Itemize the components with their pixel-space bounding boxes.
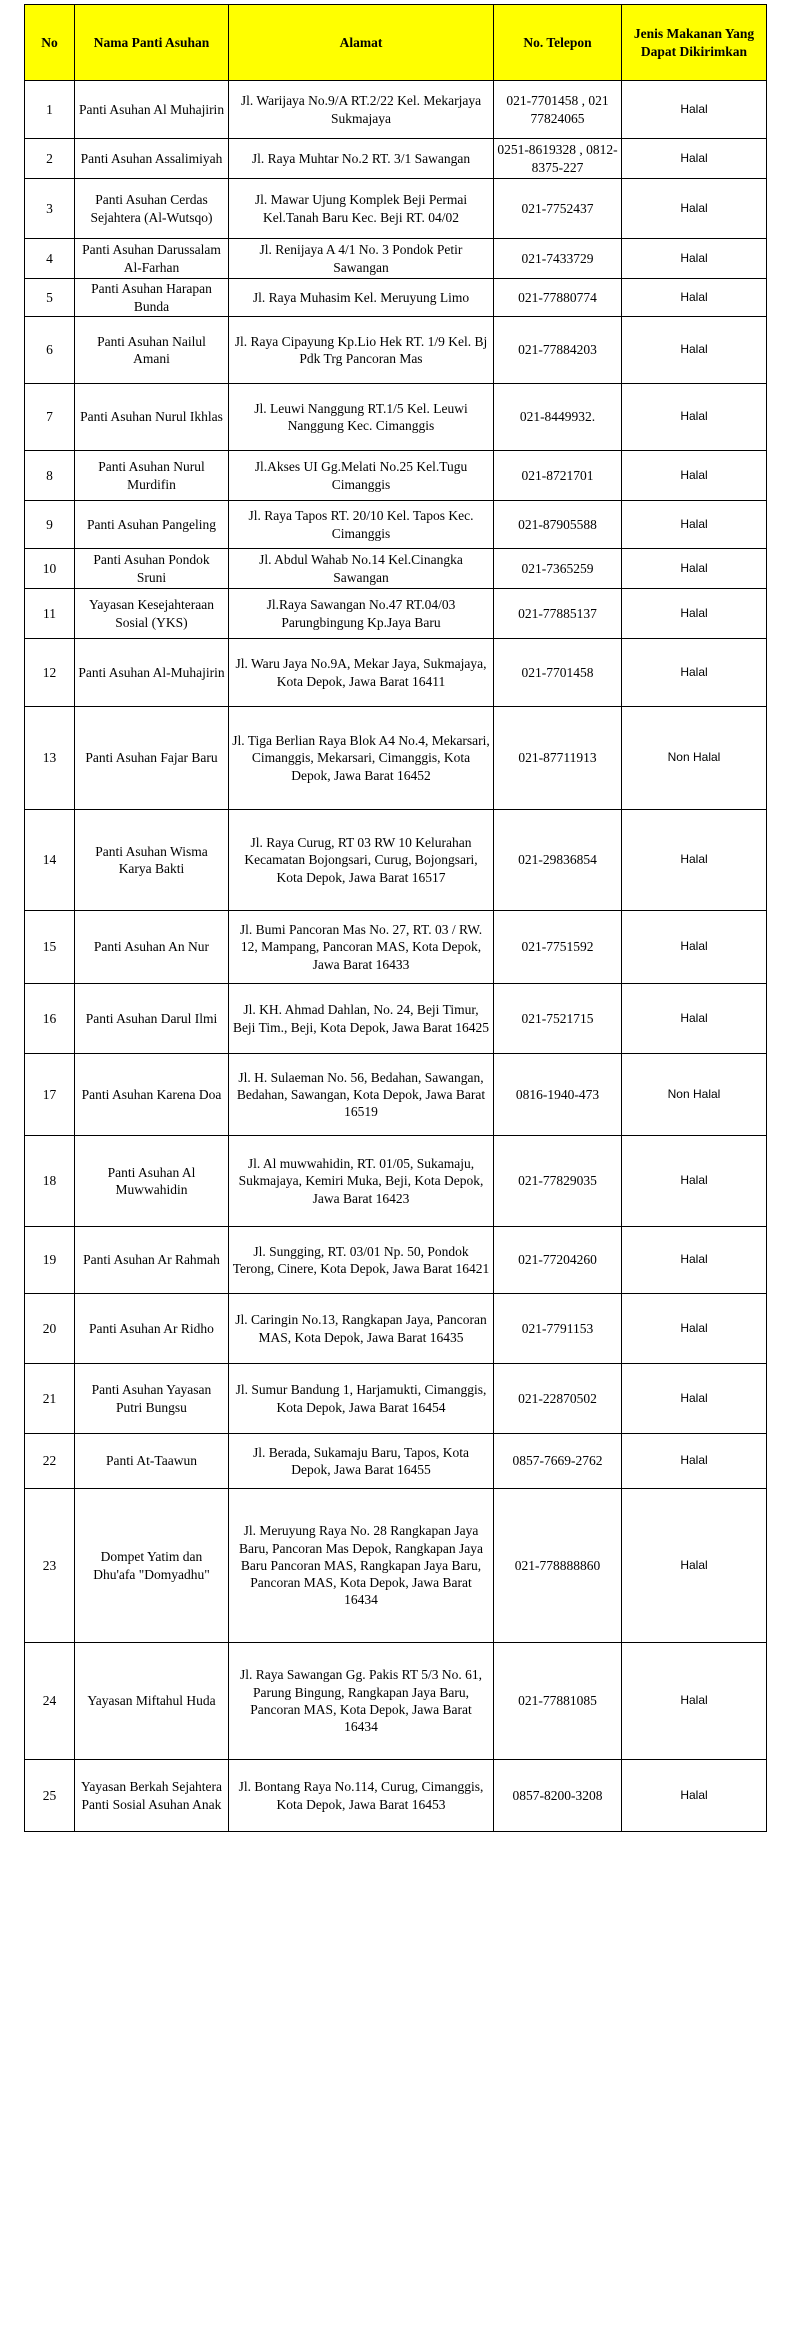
cell-no: 1 bbox=[25, 81, 75, 139]
cell-address: Jl. Renijaya A 4/1 No. 3 Pondok Petir Sawangan bbox=[229, 239, 494, 279]
cell-name: Panti Asuhan Wisma Karya Bakti bbox=[75, 810, 229, 911]
cell-food-type: Halal bbox=[622, 384, 767, 451]
cell-address: Jl. Caringin No.13, Rangkapan Jaya, Pancoran MAS, Kota Depok, Jawa Barat 16435 bbox=[229, 1294, 494, 1364]
cell-name: Panti Asuhan Nurul Ikhlas bbox=[75, 384, 229, 451]
table-row bbox=[25, 451, 767, 501]
cell-food-type: Non Halal bbox=[622, 707, 767, 810]
cell-food-type: Halal bbox=[622, 639, 767, 707]
cell-address: Jl. Al muwwahidin, RT. 01/05, Sukamaju, Sukmajaya, Kemiri Muka, Beji, Kota Depok, Jawa Barat 16423 bbox=[229, 1136, 494, 1227]
header-name: Nama Panti Asuhan bbox=[75, 5, 229, 81]
table-row bbox=[25, 1054, 767, 1136]
cell-address: Jl. Sungging, RT. 03/01 Np. 50, Pondok Terong, Cinere, Kota Depok, Jawa Barat 16421 bbox=[229, 1227, 494, 1294]
cell-name: Panti At-Taawun bbox=[75, 1434, 229, 1489]
cell-phone: 021-7433729 bbox=[494, 239, 622, 279]
cell-no: 16 bbox=[25, 984, 75, 1054]
header-phone: No. Telepon bbox=[494, 5, 622, 81]
header-no: No bbox=[25, 5, 75, 81]
cell-food-type: Halal bbox=[622, 1227, 767, 1294]
cell-address: Jl. Waru Jaya No.9A, Mekar Jaya, Sukmajaya, Kota Depok, Jawa Barat 16411 bbox=[229, 639, 494, 707]
cell-food-type: Halal bbox=[622, 1643, 767, 1760]
cell-food-type: Halal bbox=[622, 501, 767, 549]
cell-address: Jl. H. Sulaeman No. 56, Bedahan, Sawangan, Bedahan, Sawangan, Kota Depok, Jawa Barat 16519 bbox=[229, 1054, 494, 1136]
cell-name: Panti Asuhan Yayasan Putri Bungsu bbox=[75, 1364, 229, 1434]
cell-phone: 021-7751592 bbox=[494, 911, 622, 984]
cell-food-type: Halal bbox=[622, 911, 767, 984]
cell-name: Panti Asuhan Nurul Murdifin bbox=[75, 451, 229, 501]
cell-no: 2 bbox=[25, 139, 75, 179]
table-row bbox=[25, 1489, 767, 1643]
cell-name: Panti Asuhan Al Muwwahidin bbox=[75, 1136, 229, 1227]
orphanage-table bbox=[24, 4, 767, 1832]
cell-name: Yayasan Berkah Sejahtera Panti Sosial Asuhan Anak bbox=[75, 1760, 229, 1832]
cell-phone: 0857-8200-3208 bbox=[494, 1760, 622, 1832]
cell-phone: 021-7791153 bbox=[494, 1294, 622, 1364]
cell-address: Jl. Leuwi Nanggung RT.1/5 Kel. Leuwi Nanggung Kec. Cimanggis bbox=[229, 384, 494, 451]
cell-food-type: Halal bbox=[622, 239, 767, 279]
cell-name: Yayasan Kesejahteraan Sosial (YKS) bbox=[75, 589, 229, 639]
cell-no: 4 bbox=[25, 239, 75, 279]
cell-food-type: Halal bbox=[622, 1489, 767, 1643]
cell-phone: 021-87711913 bbox=[494, 707, 622, 810]
cell-address: Jl. Bontang Raya No.114, Curug, Cimanggis, Kota Depok, Jawa Barat 16453 bbox=[229, 1760, 494, 1832]
table-row bbox=[25, 589, 767, 639]
table-row bbox=[25, 384, 767, 451]
table-row bbox=[25, 179, 767, 239]
cell-name: Panti Asuhan Assalimiyah bbox=[75, 139, 229, 179]
cell-phone: 021-77881085 bbox=[494, 1643, 622, 1760]
cell-no: 25 bbox=[25, 1760, 75, 1832]
cell-phone: 021-8449932. bbox=[494, 384, 622, 451]
table-row bbox=[25, 707, 767, 810]
cell-address: Jl. Bumi Pancoran Mas No. 27, RT. 03 / RW. 12, Mampang, Pancoran MAS, Kota Depok, Jawa Barat 16433 bbox=[229, 911, 494, 984]
cell-food-type: Halal bbox=[622, 179, 767, 239]
cell-no: 7 bbox=[25, 384, 75, 451]
cell-food-type: Halal bbox=[622, 317, 767, 384]
table-row bbox=[25, 1760, 767, 1832]
cell-no: 3 bbox=[25, 179, 75, 239]
cell-name: Panti Asuhan Al-Muhajirin bbox=[75, 639, 229, 707]
table-row bbox=[25, 1294, 767, 1364]
cell-no: 15 bbox=[25, 911, 75, 984]
cell-name: Panti Asuhan Ar Ridho bbox=[75, 1294, 229, 1364]
cell-name: Panti Asuhan Karena Doa bbox=[75, 1054, 229, 1136]
cell-no: 8 bbox=[25, 451, 75, 501]
cell-phone: 021-77880774 bbox=[494, 279, 622, 317]
table-row bbox=[25, 810, 767, 911]
cell-address: Jl. KH. Ahmad Dahlan, No. 24, Beji Timur, Beji Tim., Beji, Kota Depok, Jawa Barat 16425 bbox=[229, 984, 494, 1054]
cell-name: Panti Asuhan Darussalam Al-Farhan bbox=[75, 239, 229, 279]
cell-food-type: Halal bbox=[622, 81, 767, 139]
cell-food-type: Halal bbox=[622, 549, 767, 589]
cell-no: 24 bbox=[25, 1643, 75, 1760]
cell-phone: 021-22870502 bbox=[494, 1364, 622, 1434]
cell-food-type: Halal bbox=[622, 810, 767, 911]
cell-address: Jl. Raya Cipayung Kp.Lio Hek RT. 1/9 Kel. Bj Pdk Trg Pancoran Mas bbox=[229, 317, 494, 384]
cell-food-type: Halal bbox=[622, 1136, 767, 1227]
cell-phone: 0251-8619328 , 0812-8375-227 bbox=[494, 139, 622, 179]
cell-phone: 021-7701458 , 021 77824065 bbox=[494, 81, 622, 139]
cell-name: Panti Asuhan Ar Rahmah bbox=[75, 1227, 229, 1294]
cell-name: Panti Asuhan Al Muhajirin bbox=[75, 81, 229, 139]
cell-address: Jl. Raya Muhasim Kel. Meruyung Limo bbox=[229, 279, 494, 317]
cell-phone: 021-7521715 bbox=[494, 984, 622, 1054]
cell-name: Yayasan Miftahul Huda bbox=[75, 1643, 229, 1760]
table-row bbox=[25, 1136, 767, 1227]
cell-address: Jl.Akses UI Gg.Melati No.25 Kel.Tugu Cimanggis bbox=[229, 451, 494, 501]
cell-food-type: Halal bbox=[622, 984, 767, 1054]
cell-phone: 021-7701458 bbox=[494, 639, 622, 707]
cell-no: 22 bbox=[25, 1434, 75, 1489]
cell-name: Panti Asuhan Cerdas Sejahtera (Al-Wutsqo) bbox=[75, 179, 229, 239]
cell-address: Jl. Meruyung Raya No. 28 Rangkapan Jaya Baru, Pancoran Mas Depok, Rangkapan Jaya Baru Pancoran MAS, Rangkapan Jaya Baru, Pancoran MAS, Kota Depok, Jawa Barat 16434 bbox=[229, 1489, 494, 1643]
cell-phone: 0857-7669-2762 bbox=[494, 1434, 622, 1489]
cell-no: 20 bbox=[25, 1294, 75, 1364]
header-row bbox=[25, 5, 767, 81]
cell-phone: 021-77204260 bbox=[494, 1227, 622, 1294]
cell-address: Jl. Raya Tapos RT. 20/10 Kel. Tapos Kec. Cimanggis bbox=[229, 501, 494, 549]
cell-no: 6 bbox=[25, 317, 75, 384]
cell-name: Dompet Yatim dan Dhu'afa "Domyadhu" bbox=[75, 1489, 229, 1643]
cell-address: Jl. Sumur Bandung 1, Harjamukti, Cimanggis, Kota Depok, Jawa Barat 16454 bbox=[229, 1364, 494, 1434]
table-row bbox=[25, 1643, 767, 1760]
cell-phone: 021-29836854 bbox=[494, 810, 622, 911]
table-row bbox=[25, 1434, 767, 1489]
table-row bbox=[25, 501, 767, 549]
cell-no: 12 bbox=[25, 639, 75, 707]
cell-name: Panti Asuhan Fajar Baru bbox=[75, 707, 229, 810]
cell-name: Panti Asuhan Harapan Bunda bbox=[75, 279, 229, 317]
cell-name: Panti Asuhan Pangeling bbox=[75, 501, 229, 549]
cell-name: Panti Asuhan Darul Ilmi bbox=[75, 984, 229, 1054]
cell-name: Panti Asuhan Pondok Sruni bbox=[75, 549, 229, 589]
cell-food-type: Halal bbox=[622, 1364, 767, 1434]
cell-address: Jl. Mawar Ujung Komplek Beji Permai Kel.Tanah Baru Kec. Beji RT. 04/02 bbox=[229, 179, 494, 239]
cell-address: Jl.Raya Sawangan No.47 RT.04/03 Parungbingung Kp.Jaya Baru bbox=[229, 589, 494, 639]
cell-food-type: Halal bbox=[622, 139, 767, 179]
cell-food-type: Halal bbox=[622, 1760, 767, 1832]
table-header bbox=[25, 5, 767, 81]
table-row bbox=[25, 984, 767, 1054]
cell-phone: 021-7752437 bbox=[494, 179, 622, 239]
cell-phone: 021-77829035 bbox=[494, 1136, 622, 1227]
table-row bbox=[25, 239, 767, 279]
cell-address: Jl. Berada, Sukamaju Baru, Tapos, Kota Depok, Jawa Barat 16455 bbox=[229, 1434, 494, 1489]
cell-no: 21 bbox=[25, 1364, 75, 1434]
cell-no: 18 bbox=[25, 1136, 75, 1227]
table-row bbox=[25, 279, 767, 317]
cell-no: 19 bbox=[25, 1227, 75, 1294]
cell-phone: 021-77884203 bbox=[494, 317, 622, 384]
table-row bbox=[25, 639, 767, 707]
table-row bbox=[25, 911, 767, 984]
cell-phone: 021-87905588 bbox=[494, 501, 622, 549]
cell-no: 9 bbox=[25, 501, 75, 549]
cell-phone: 021-778888860 bbox=[494, 1489, 622, 1643]
cell-no: 10 bbox=[25, 549, 75, 589]
cell-address: Jl. Warijaya No.9/A RT.2/22 Kel. Mekarjaya Sukmajaya bbox=[229, 81, 494, 139]
header-address: Alamat bbox=[229, 5, 494, 81]
cell-food-type: Non Halal bbox=[622, 1054, 767, 1136]
cell-food-type: Halal bbox=[622, 589, 767, 639]
table-row bbox=[25, 81, 767, 139]
table-body bbox=[25, 81, 767, 1832]
cell-food-type: Halal bbox=[622, 451, 767, 501]
table-row bbox=[25, 139, 767, 179]
header-food-type: Jenis Makanan Yang Dapat Dikirimkan bbox=[622, 5, 767, 81]
cell-no: 17 bbox=[25, 1054, 75, 1136]
cell-phone: 0816-1940-473 bbox=[494, 1054, 622, 1136]
cell-phone: 021-8721701 bbox=[494, 451, 622, 501]
cell-no: 23 bbox=[25, 1489, 75, 1643]
table-row bbox=[25, 317, 767, 384]
table-row bbox=[25, 1364, 767, 1434]
table-row bbox=[25, 549, 767, 589]
cell-food-type: Halal bbox=[622, 1434, 767, 1489]
table-row bbox=[25, 1227, 767, 1294]
cell-address: Jl. Raya Curug, RT 03 RW 10 Kelurahan Kecamatan Bojongsari, Curug, Bojongsari, Kota Depok, Jawa Barat 16517 bbox=[229, 810, 494, 911]
cell-phone: 021-7365259 bbox=[494, 549, 622, 589]
cell-name: Panti Asuhan An Nur bbox=[75, 911, 229, 984]
cell-no: 14 bbox=[25, 810, 75, 911]
cell-no: 13 bbox=[25, 707, 75, 810]
cell-no: 11 bbox=[25, 589, 75, 639]
cell-phone: 021-77885137 bbox=[494, 589, 622, 639]
cell-address: Jl. Raya Muhtar No.2 RT. 3/1 Sawangan bbox=[229, 139, 494, 179]
cell-name: Panti Asuhan Nailul Amani bbox=[75, 317, 229, 384]
cell-food-type: Halal bbox=[622, 279, 767, 317]
cell-address: Jl. Tiga Berlian Raya Blok A4 No.4, Mekarsari, Cimanggis, Mekarsari, Cimanggis, Kota Depok, Jawa Barat 16452 bbox=[229, 707, 494, 810]
cell-food-type: Halal bbox=[622, 1294, 767, 1364]
cell-address: Jl. Abdul Wahab No.14 Kel.Cinangka Sawangan bbox=[229, 549, 494, 589]
cell-address: Jl. Raya Sawangan Gg. Pakis RT 5/3 No. 61, Parung Bingung, Rangkapan Jaya Baru, Pancoran MAS, Kota Depok, Jawa Barat 16434 bbox=[229, 1643, 494, 1760]
cell-no: 5 bbox=[25, 279, 75, 317]
